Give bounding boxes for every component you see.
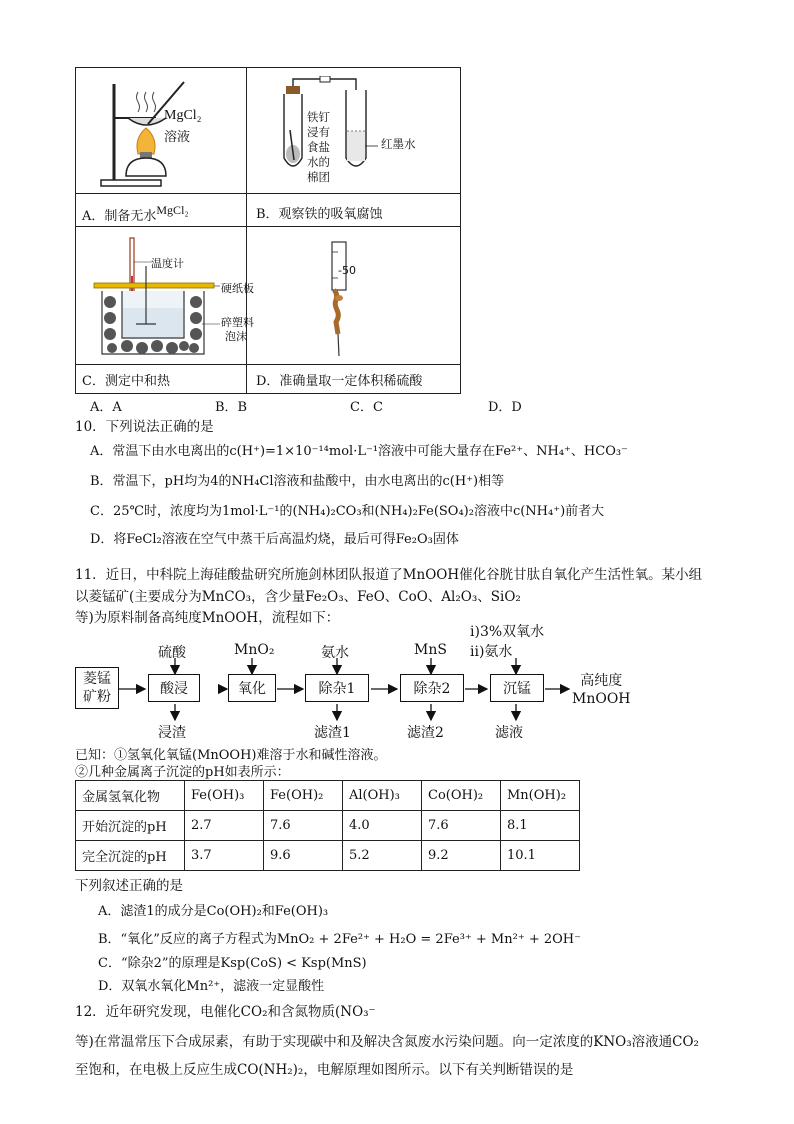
table-cell: 10.1 bbox=[501, 841, 580, 871]
table-cell: 完全沉淀的pH bbox=[76, 841, 185, 871]
table-cell: 4.0 bbox=[343, 811, 422, 841]
q11-option-d: D．双氧水氧化Mn²⁺，滤液一定显酸性 bbox=[98, 979, 325, 994]
cell-d-caption: D．准确量取一定体积稀硫酸 bbox=[256, 374, 423, 389]
cell-b-right-label: 红墨水 bbox=[381, 137, 416, 151]
q11-ask: 下列叙述正确的是 bbox=[75, 878, 183, 894]
table-cell: 8.1 bbox=[501, 811, 580, 841]
q11-stem-line1: 11．近日，中科院上海硅酸盐研究所施剑林团队报道了MnOOH催化谷胱甘肽自氧化产生活性氧。某小组 bbox=[75, 567, 703, 583]
cell-c-cardboard-label: 硬纸板 bbox=[221, 282, 254, 295]
apparatus-table bbox=[75, 67, 461, 394]
flow-input-mno2: MnO₂ bbox=[234, 642, 275, 658]
table-cell: 9.2 bbox=[422, 841, 501, 871]
table-header-cell: Mn(OH)₂ bbox=[501, 781, 580, 811]
burette-figure bbox=[324, 240, 364, 360]
q11-stem-line2: 以菱锰矿(主要成分为MnCO₃，含少量Fe₂O₃、FeO、CoO、Al₂O₃、SiO₂ bbox=[75, 589, 521, 605]
ph-table bbox=[75, 780, 580, 871]
flow-start-box: 菱锰 矿粉 bbox=[75, 667, 119, 709]
flow-step-impurity-2: 除杂2 bbox=[400, 674, 464, 702]
table-header-cell: Co(OH)₂ bbox=[422, 781, 501, 811]
flow-output-residue-2: 滤渣2 bbox=[407, 725, 444, 741]
q12-line1: 12．近年研究发现，电催化CO₂和含氮物质(NO₃⁻ bbox=[75, 1004, 376, 1020]
q11-option-a: A．滤渣1的成分是Co(OH)₂和Fe(OH)₃ bbox=[98, 904, 329, 919]
flow-product: 高纯度 MnOOH bbox=[572, 673, 631, 707]
flow-input-ammonia: 氨水 bbox=[321, 645, 349, 661]
table-row bbox=[76, 841, 580, 871]
table-cell: 7.6 bbox=[264, 811, 343, 841]
table-divider bbox=[76, 193, 460, 194]
table-cell: 9.6 bbox=[264, 841, 343, 871]
cell-c-caption: C．测定中和热 bbox=[82, 374, 170, 389]
table-header-cell: Fe(OH)₂ bbox=[264, 781, 343, 811]
flow-step-acid-leach: 酸浸 bbox=[148, 674, 200, 702]
table-row bbox=[76, 781, 580, 811]
cell-d-scale-mark: -50 bbox=[338, 264, 356, 277]
q11-stem-line3: 等)为原料制备高纯度MnOOH，流程如下： bbox=[75, 610, 340, 626]
table-cell: 2.7 bbox=[185, 811, 264, 841]
q10-option-b: B．常温下，pH均为4的NH₄Cl溶液和盐酸中，由水电离出的c(H⁺)相等 bbox=[90, 474, 505, 489]
table-cell: 开始沉淀的pH bbox=[76, 811, 185, 841]
table-header-cell: Fe(OH)₃ bbox=[185, 781, 264, 811]
q12-line3: 至饱和，在电极上反应生成CO(NH₂)₂，电解原理如图所示。以下有关判断错误的是 bbox=[75, 1062, 574, 1078]
q10-option-a: A．常温下由水电离出的c(H⁺)=1×10⁻¹⁴mol·L⁻¹溶液中可能大量存在Fe²⁺、NH₄⁺、HCO₃⁻ bbox=[90, 444, 628, 459]
cell-a-label-solution: 溶液 bbox=[164, 130, 191, 145]
q11-known-1: 已知：①氢氧化氧锰(MnOOH)难溶于水和碱性溶液。 bbox=[75, 748, 387, 763]
q9-choice-a: A．A bbox=[90, 400, 122, 415]
table-divider bbox=[246, 68, 247, 393]
table-cell: 3.7 bbox=[185, 841, 264, 871]
cell-b-caption: B．观察铁的吸氧腐蚀 bbox=[256, 207, 383, 222]
flow-output-filtrate: 滤液 bbox=[495, 725, 523, 741]
table-row bbox=[76, 811, 580, 841]
table-divider bbox=[76, 226, 460, 227]
flow-output-residue-1: 滤渣1 bbox=[314, 725, 351, 741]
flow-input-precipitation-reagents: i)3%双氧水 ii)氨水 bbox=[470, 624, 545, 660]
cell-c-thermometer-label: 温度计 bbox=[151, 257, 184, 270]
flow-step-mn-precipitation: 沉锰 bbox=[490, 674, 544, 702]
table-divider bbox=[76, 364, 460, 365]
q9-choice-b: B．B bbox=[215, 400, 248, 415]
flow-input-sulfuric-acid: 硫酸 bbox=[158, 645, 186, 661]
cell-a-caption: A．制备无水MgCl₂ bbox=[82, 203, 189, 224]
q11-option-b: B．“氧化”反应的离子方程式为MnO₂ + 2Fe²⁺ + H₂O = 2Fe³⁺ + Mn²⁺ + 2OH⁻ bbox=[98, 932, 581, 947]
cell-a-label-chem: MgCl₂ bbox=[164, 108, 202, 123]
q10-option-d: D．将FeCl₂溶液在空气中蒸干后高温灼烧，最后可得Fe₂O₃固体 bbox=[90, 532, 459, 547]
flow-output-leach-residue: 浸渣 bbox=[158, 725, 186, 741]
table-header-cell: Al(OH)₃ bbox=[343, 781, 422, 811]
q10-stem: 10．下列说法正确的是 bbox=[75, 419, 214, 435]
table-cell: 5.2 bbox=[343, 841, 422, 871]
oxygen-corrosion-apparatus-figure bbox=[274, 76, 454, 191]
table-cell: 7.6 bbox=[422, 811, 501, 841]
flow-step-oxidation: 氧化 bbox=[228, 674, 276, 702]
q9-choice-d: D．D bbox=[488, 400, 522, 415]
q11-option-c: C．“除杂2”的原理是Ksp(CoS) < Ksp(MnS) bbox=[98, 956, 367, 971]
q9-choice-c: C．C bbox=[350, 400, 383, 415]
q12-line2: 等)在常温常压下合成尿素，有助于实现碳中和及解决含氮废水污染问题。向一定浓度的KNO₃溶液通CO₂ bbox=[75, 1034, 699, 1050]
q10-option-c: C．25℃时，浓度均为1mol·L⁻¹的(NH₄)₂CO₃和(NH₄)₂Fe(SO₄)₂溶液中c(NH₄⁺)前者大 bbox=[90, 504, 605, 519]
q11-known-2: ②几种金属离子沉淀的pH如表所示： bbox=[75, 765, 290, 780]
cell-b-left-label: 铁钉 浸有 食盐 水的 棉团 bbox=[307, 110, 330, 184]
table-header-cell: 金属氢氧化物 bbox=[76, 781, 185, 811]
flow-input-mns: MnS bbox=[414, 642, 447, 658]
flow-step-impurity-1: 除杂1 bbox=[305, 674, 369, 702]
cell-c-foam-label: 碎塑料 泡沫 bbox=[221, 316, 254, 343]
